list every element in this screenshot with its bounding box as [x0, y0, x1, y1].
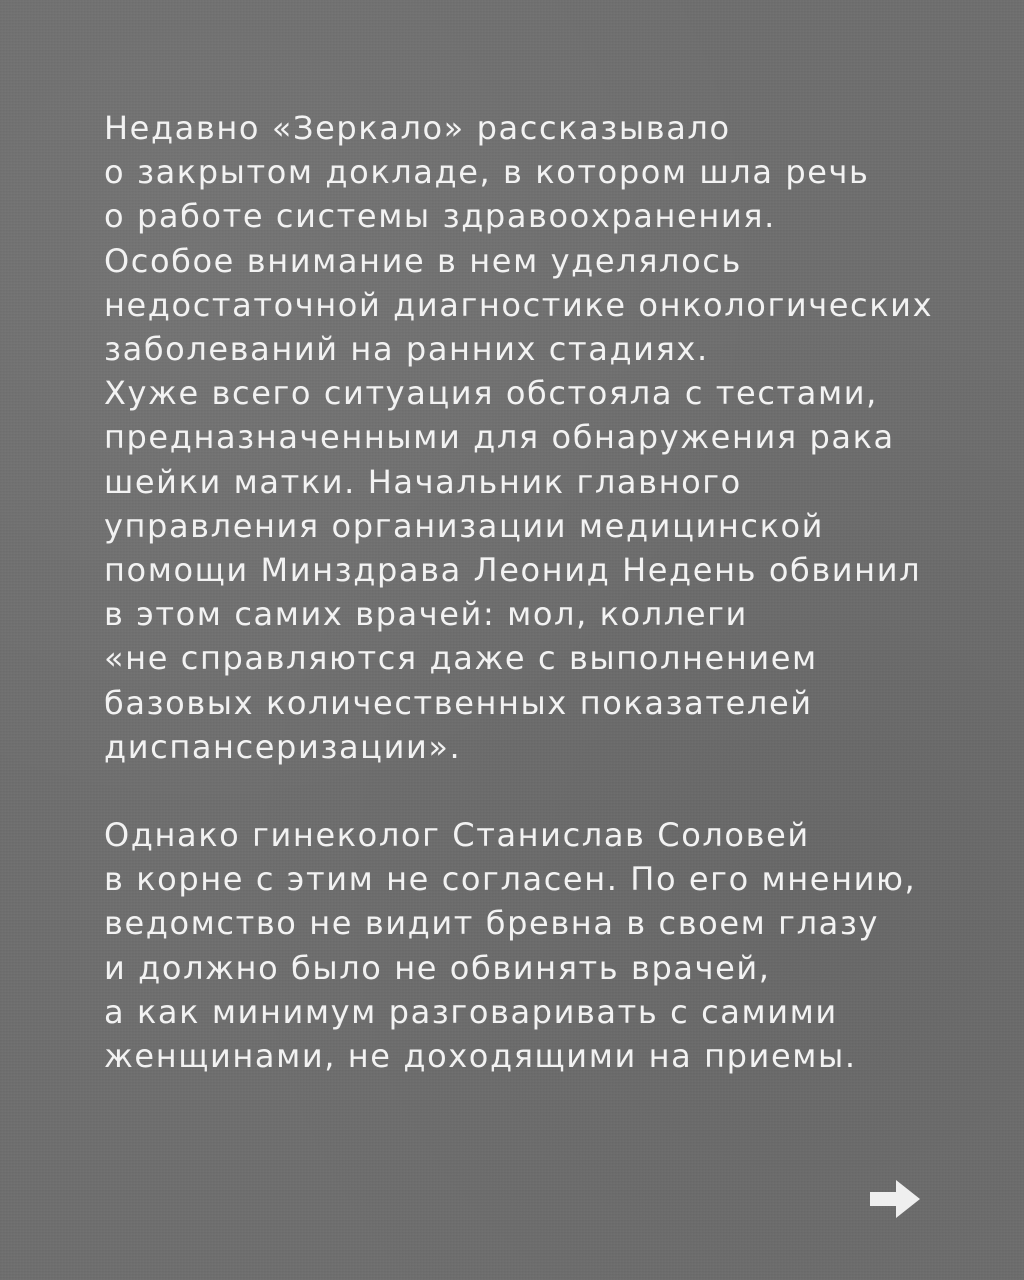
paragraph-1-line-6: заболеваний на ранних стадиях. [104, 330, 709, 369]
article-text [104, 106, 984, 1078]
paragraph-1-line-3: о работе системы здравоохранения. [104, 197, 776, 236]
paragraph-1 [104, 106, 984, 769]
paragraph-1-line-10: управления организации медицинской [104, 506, 825, 545]
paragraph-1-line-5: недостаточной диагностике онкологических [104, 285, 934, 324]
paragraph-2-line-1: Однако гинеколог Станислав Соловей [104, 816, 810, 855]
paragraph-1-line-2: о закрытом докладе, в котором шла речь [104, 153, 870, 192]
paragraph-1-line-11: помощи Минздрава Леонид Недень обвинил [104, 551, 922, 590]
paragraph-1-line-9: шейки матки. Начальник главного [104, 462, 742, 501]
paragraph-2-line-2: в корне с этим не согласен. По его мнению, [104, 860, 917, 899]
paragraph-1-line-13: «не справляются даже с выполнением [104, 639, 818, 678]
paragraph-1-line-1: Недавно «Зеркало» рассказывало [104, 109, 731, 147]
arrow-right-icon[interactable] [868, 1176, 922, 1222]
arrow-right-icon-graphic [868, 1176, 922, 1222]
paragraph-1-line-12: в этом самих врачей: мол, коллеги [104, 595, 748, 634]
paragraph-1-line-8: предназначенными для обнаружения рака [104, 418, 895, 457]
paragraph-1-line-15: диспансеризации». [104, 727, 462, 766]
paragraph-2 [104, 813, 984, 1078]
paragraph-1-line-7: Хуже всего ситуация обстояла с тестами, [104, 374, 878, 413]
paragraph-2-line-5: а как минимум разговаривать с самими [104, 992, 838, 1031]
paragraph-1-line-4: Особое внимание в нем уделялось [104, 241, 742, 280]
paragraph-2-line-6: женщинами, не доходящими на приемы. [104, 1037, 857, 1076]
paragraph-2-line-4: и должно было не обвинять врачей, [104, 948, 771, 987]
paragraph-2-line-3: ведомство не видит бревна в своем глазу [104, 904, 879, 943]
paragraph-1-line-14: базовых количественных показателей [104, 683, 813, 722]
